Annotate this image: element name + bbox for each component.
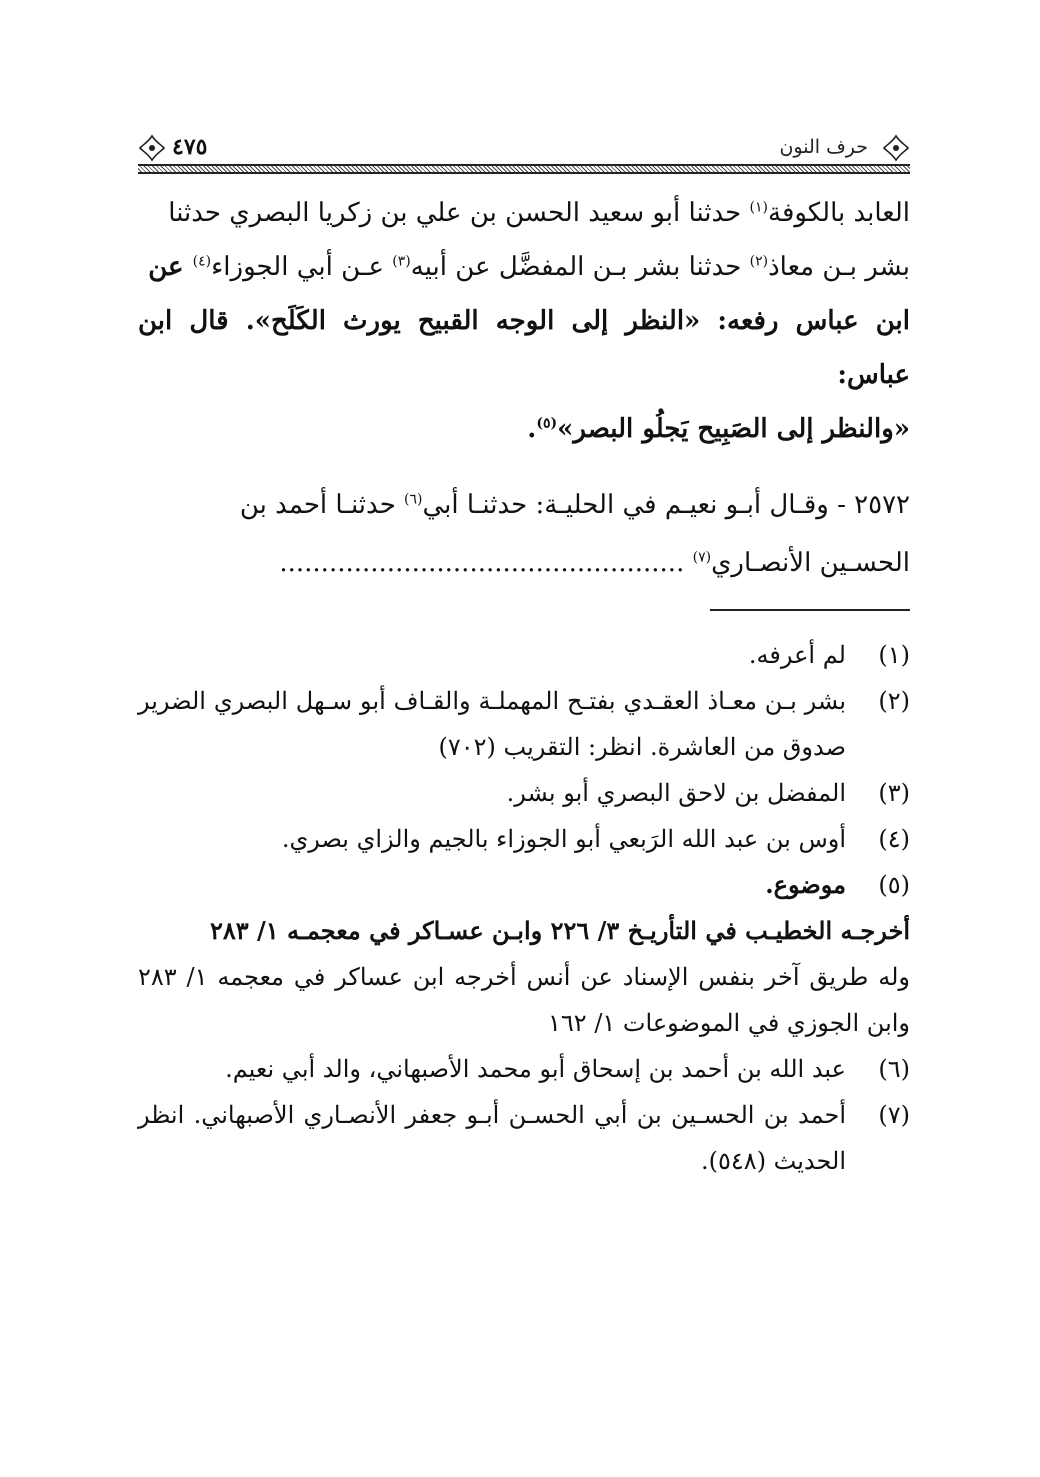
text-line: بشر بـن معاذ$^{(٢)}$ حدثنا بشر بـن المفضَّل عن أبيه$^{(٣)}$ عـن أبي الجوزاء$^{(٤)}$ عن — [148, 252, 910, 282]
footnote-number: (٤) — [878, 825, 910, 853]
footnote-item: (٣) المفضل بن لاحق البصري أبو بشر. — [138, 770, 910, 816]
footnote-item: (١) لم أعرفه. — [138, 632, 910, 678]
floral-ornament-icon — [882, 134, 910, 162]
footnote-number: (٣) — [878, 779, 910, 807]
footnote-item: (٧) أحمد بن الحسـين بن أبي الحسـن أبـو جعفر الأنصـاري الأصبهاني. انظر الحديث (٥٤٨). — [138, 1092, 910, 1184]
footnote-item: (٢) بشر بـن معـاذ العقـدي بفتـح المهملـة والقـاف أبو سـهل البصري الضرير صدوق من العاشرة. انظر: التقريب (٧٠٢) — [138, 678, 910, 770]
chapter-title: حرف النون — [779, 136, 868, 158]
text-line: ٢٥٧٢ - وقـال أبـو نعيـم في الحليـة: حدثنـا أبي$^{(٦)}$ حدثنـا أحمد بن — [239, 490, 910, 520]
text-line: «والنظر إلى الصَبِيح يَجلُو البصر»$^{(٥)}$. — [527, 414, 910, 444]
footnote-number: (٦) — [878, 1055, 910, 1083]
text-line: العابد بالكوفة$^{(١)}$ حدثنا أبو سعيد الحسن بن علي بن زكريا البصري حدثنا — [168, 198, 910, 228]
text-line: الحسـين الأنصـاري$^{(٧)}$ ................................................. — [279, 548, 910, 578]
footnote-ref[interactable]: (٣) — [392, 253, 411, 270]
hadith-quote: «والنظر إلى الصَبِيح يَجلُو البصر» — [557, 414, 910, 444]
footnote-number: (٥) — [878, 871, 910, 899]
hadith-entry — [138, 476, 910, 592]
footnote-number: (١) — [878, 641, 910, 669]
floral-ornament-icon — [138, 134, 166, 162]
hadith-quote: «النظر إلى الوجه القبيح يورث الكَلَح». قال ابن عباس: — [138, 306, 910, 390]
footnote-separator — [710, 609, 910, 611]
footnote-ref[interactable]: (٢) — [749, 253, 769, 270]
footnote-ref[interactable]: (٥) — [536, 415, 558, 432]
footnote-ref[interactable]: (١) — [749, 199, 768, 216]
footnote-ref[interactable]: (٧) — [692, 549, 712, 566]
text-line: ابن عباس رفعه: «النظر إلى الوجه القبيح يورث الكَلَح». قال ابن عباس: — [138, 306, 910, 390]
footnote-number: (٢) — [878, 687, 910, 715]
main-text — [138, 186, 910, 456]
footnote-continuation: أخرجـه الخطيـب في التأريـخ ٣/ ٢٢٦ وابـن عسـاكر في معجمـه ١/ ٢٨٣ — [209, 916, 910, 945]
page-number: ٤٧٥ — [172, 134, 208, 160]
footnotes — [138, 632, 910, 1184]
footnote-continuation: وله طريق آخر بنفس الإسناد عن أنس أخرجه ابن عساكر في معجمه ١/ ٢٨٣ وابن الجوزي في الموضوعات ١/ ١٦٢ — [138, 963, 910, 1037]
footnote-item: (٦) عبد الله بن أحمد بن إسحاق أبو محمد الأصبهاني، والد أبي نعيم. — [138, 1046, 910, 1092]
header-rule — [138, 164, 910, 174]
footnote-ref[interactable]: (٦) — [404, 491, 423, 508]
footnote-ref[interactable]: (٤) — [192, 253, 212, 270]
footnote-item: (٥) موضوع. — [138, 862, 910, 908]
footnote-item: (٤) أوس بن عبد الله الرَبعي أبو الجوزاء بالجيم والزاي بصري. — [138, 816, 910, 862]
page-header — [138, 130, 910, 174]
footnote-number: (٧) — [878, 1101, 910, 1129]
